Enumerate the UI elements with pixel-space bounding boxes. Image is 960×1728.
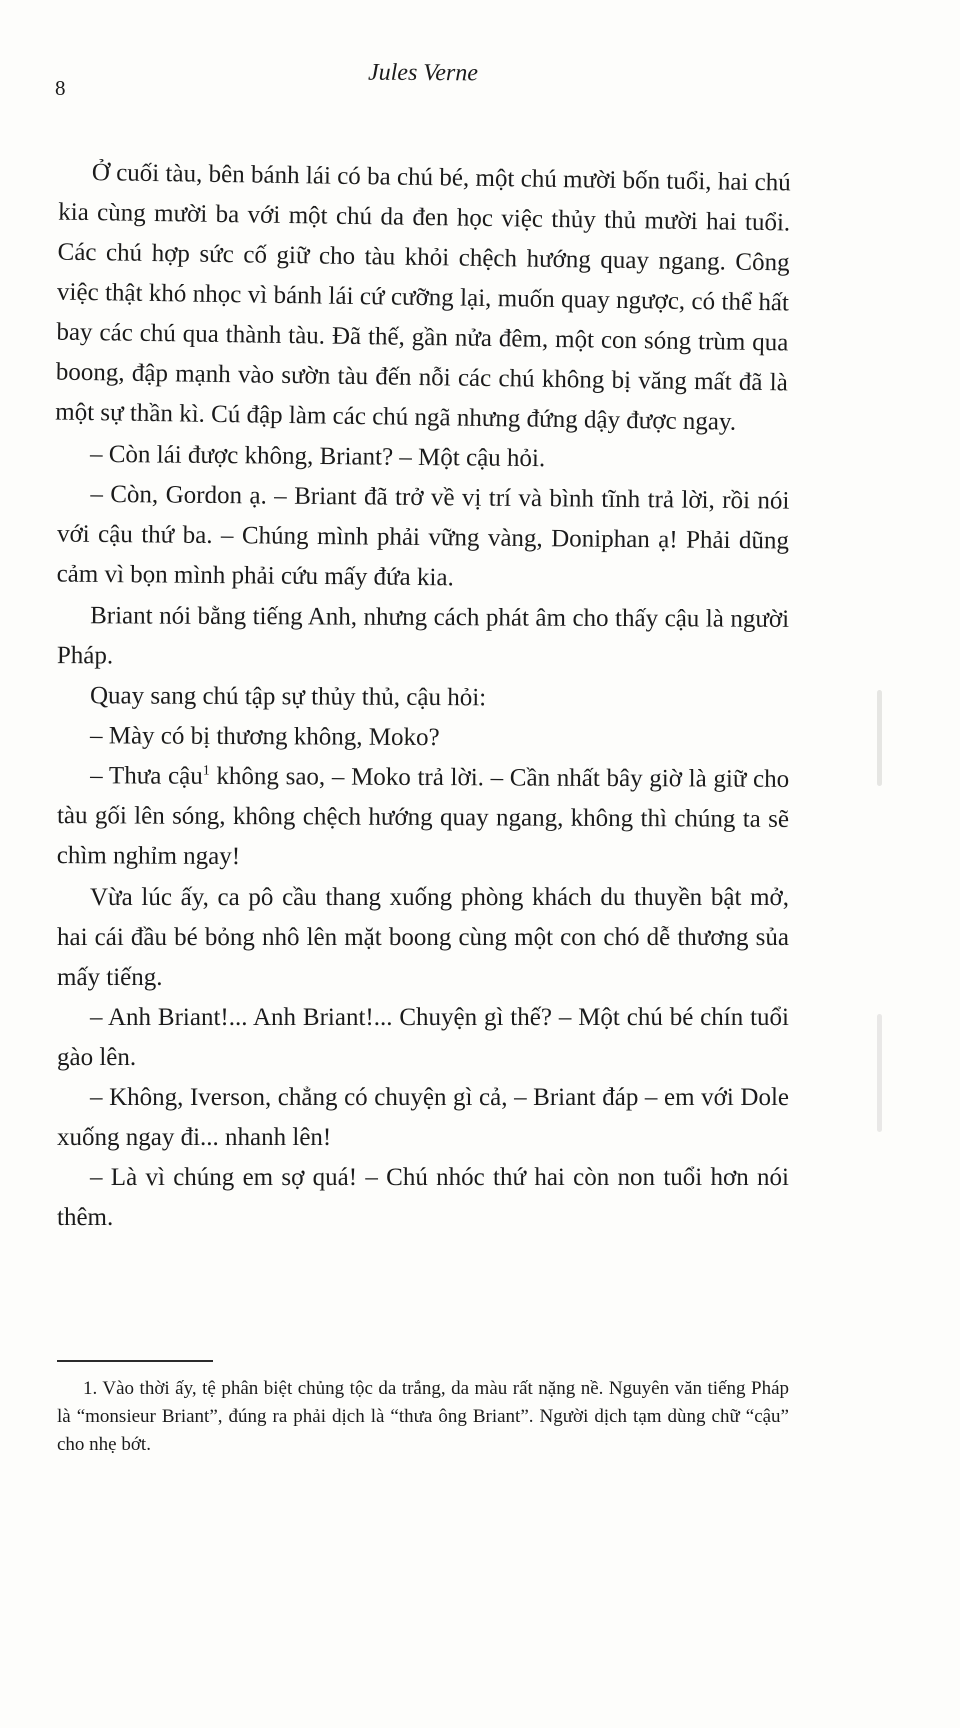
- paragraph: [57, 756, 790, 880]
- paragraph: Briant nói bằng tiếng Anh, nhưng cách phát âm cho thấy cậu là người Pháp.: [56, 602, 790, 670]
- paragraph: – Là vì chúng em sợ quá! – Chú nhóc thứ hai còn non tuổi hơn nói thêm.: [57, 1164, 789, 1231]
- footnote-divider: [57, 1360, 213, 1362]
- body-text: [57, 158, 789, 1238]
- running-header: Jules Verne: [367, 59, 479, 87]
- paragraph: – Không, Iverson, chẳng có chuyện gì cả, – Briant đáp – em với Dole xuống ngay đi... nhanh lên!: [57, 1084, 789, 1151]
- paragraph-text: không sao, – Moko trả lời. – Cần nhất bây giờ là giữ cho tàu gối lên sóng, không chệch hướng quay ngang, không thì chúng ta sẽ chìm nghỉm ngay!: [56, 762, 790, 871]
- footnote-marker: 1: [202, 763, 210, 779]
- paragraph: Quay sang chú tập sự thủy thủ, cậu hỏi:: [89, 682, 487, 712]
- paragraph: Ở cuối tàu, bên bánh lái có ba chú bé, một chú mười bốn tuổi, hai chú kia cùng mười ba với một chú da đen học việc thủy thủ mười hai tuổi. Các chú hợp sức cố giữ cho tàu khỏi chệch hướng quay ngang. Công việc thật khó nhọc vì bánh lái cứ cưỡng lại, muốn quay ngược, có thể hất bay các chú qua thành tàu. Đã thế, gần nửa đêm, một con sóng trùm qua boong, đập mạnh vào sườn tàu đến nỗi các chú không bị văng mất đã là một sự thần kì. Cú đập làm các chú ngã nhưng đứng dậy được ngay.: [55, 159, 791, 436]
- footnote-section: [57, 1360, 789, 1459]
- page-number: 8: [55, 76, 66, 100]
- paragraph: – Mày có bị thương không, Moko?: [89, 722, 440, 752]
- paragraph: – Còn, Gordon ạ. – Briant đã trở về vị trí và bình tĩnh trả lời, rồi nói với cậu thứ ba. – Chúng mình phải vững vàng, Doniphan ạ! Phải dũng cảm vì bọn mình phải cứu mấy đứa kia.: [56, 480, 790, 592]
- footnote-text: 1. Vào thời ấy, tệ phân biệt chủng tộc da trắng, da màu rất nặng nề. Nguyên văn tiếng Pháp là “monsieur Briant”, đúng ra phải dịch là “thưa ông Briant”. Người dịch tạm dùng chữ “cậu” cho nhẹ bớt.: [57, 1378, 789, 1455]
- scan-artifact: [877, 1014, 882, 1132]
- paragraph-text: – Thưa cậu: [90, 762, 203, 790]
- paragraph: Vừa lúc ấy, ca pô cầu thang xuống phòng khách du thuyền bật mở, hai cái đầu bé bỏng nhô lên mặt boong cùng một con chó dễ thương sủa mấy tiếng.: [57, 884, 789, 991]
- paragraph: – Còn lái được không, Briant? – Một cậu hỏi.: [89, 440, 546, 473]
- scan-artifact: [877, 690, 882, 786]
- paragraph: – Anh Briant!... Anh Briant!... Chuyện gì thế? – Một chú bé chín tuổi gào lên.: [57, 1004, 789, 1071]
